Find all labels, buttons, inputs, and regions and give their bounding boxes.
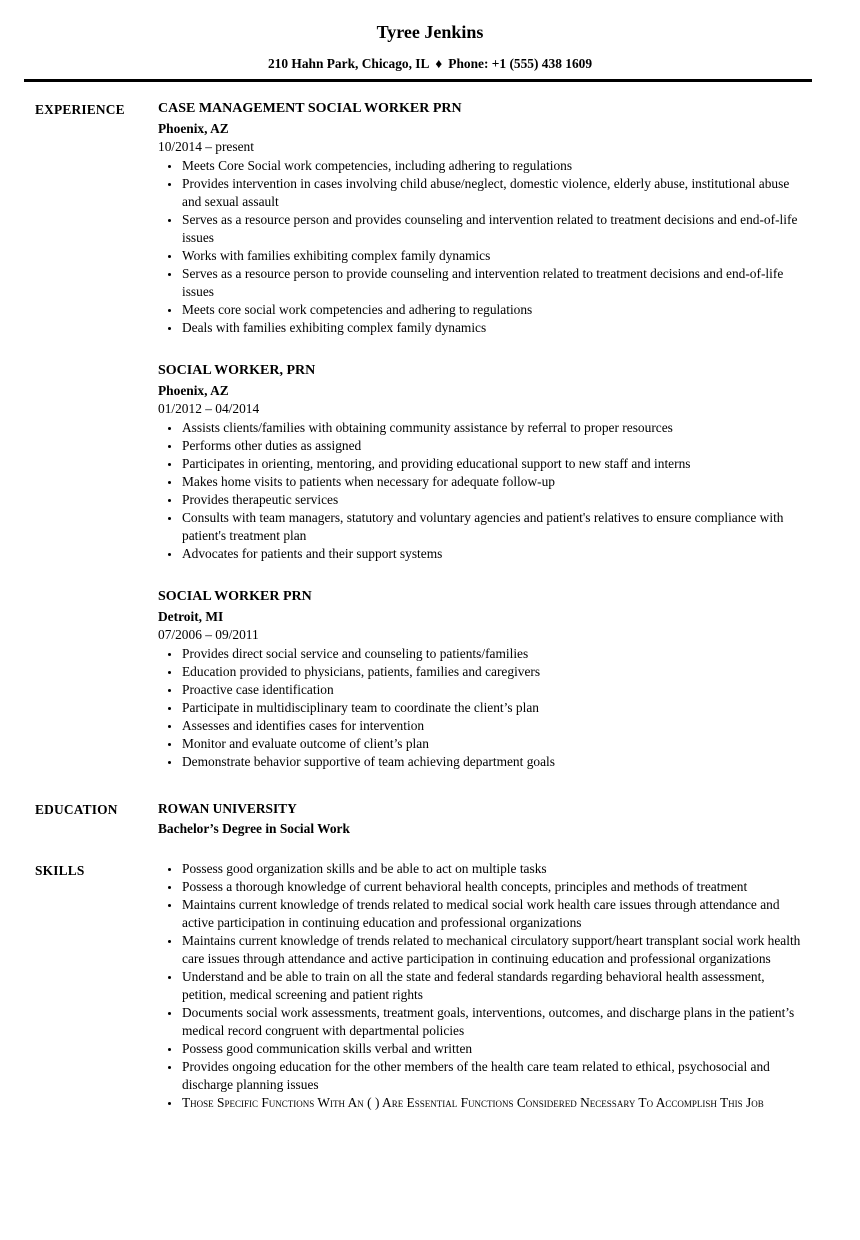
section-label-education: EDUCATION (35, 802, 118, 817)
skill-item: • Possess a thorough knowledge of current behavioral health concepts, principles and methods of treatment (181, 878, 810, 896)
job-title: SOCIAL WORKER, PRN (158, 363, 316, 378)
skill-item: • Documents social work assessments, treatment goals, interventions, outcomes, and discharge plans in the patient’s medical record congruent with departmental policies (181, 1004, 810, 1040)
job-title: SOCIAL WORKER PRN (158, 589, 312, 604)
skills-content (158, 860, 810, 1112)
skill-item: • Possess good organization skills and be able to act on multiple tasks (181, 860, 810, 878)
job-entry-1 (158, 99, 810, 337)
job-location: Phoenix, AZ (158, 121, 229, 136)
school-name: ROWAN UNIVERSITY (158, 801, 297, 816)
education-section (35, 799, 810, 839)
experience-content (158, 99, 810, 771)
bullet-item: • Assesses and identifies cases for intervention (181, 717, 810, 735)
header-divider (24, 79, 812, 82)
bullet-item: • Consults with team managers, statutory and voluntary agencies and patient's relatives to ensure compliance with patient's treatment plan (181, 509, 810, 545)
education-content (158, 799, 810, 839)
job-entry-3 (158, 587, 810, 771)
job-entry-2 (158, 361, 810, 563)
bullet-item: • Performs other duties as assigned (181, 437, 810, 455)
experience-section (35, 99, 810, 771)
skills-section (35, 860, 810, 1112)
bullet-item: • Provides therapeutic services (181, 491, 810, 509)
bullet-item: • Participates in orienting, mentoring, and providing educational support to new staff and interns (181, 455, 810, 473)
bullet-item: • Makes home visits to patients when necessary for adequate follow-up (181, 473, 810, 491)
job-bullet-list (158, 645, 810, 771)
contact-line (0, 55, 860, 72)
job-dates: 07/2006 – 09/2011 (158, 627, 259, 642)
section-label-skills: SKILLS (35, 863, 85, 878)
person-name: Tyree Jenkins (376, 22, 484, 42)
bullet-item: • Advocates for patients and their support systems (181, 545, 810, 563)
bullet-item: • Serves as a resource person to provide counseling and intervention related to treatment decisions and end-of-life issues (181, 265, 810, 301)
bullet-item: • Demonstrate behavior supportive of team achieving department goals (181, 753, 810, 771)
bullet-item: • Participate in multidisciplinary team to coordinate the client’s plan (181, 699, 810, 717)
bullet-item: • Proactive case identification (181, 681, 810, 699)
skill-item: • Possess good communication skills verbal and written (181, 1040, 810, 1058)
resume-header (0, 0, 860, 72)
bullet-item: • Meets Core Social work competencies, including adhering to regulations (181, 157, 810, 175)
bullet-item: • Deals with families exhibiting complex family dynamics (181, 319, 810, 337)
bullet-item: • Assists clients/families with obtaining community assistance by referral to proper resources (181, 419, 810, 437)
job-location: Detroit, MI (158, 609, 224, 624)
degree-name: Bachelor’s Degree in Social Work (158, 821, 350, 836)
bullet-item: • Works with families exhibiting complex family dynamics (181, 247, 810, 265)
skill-item: • Maintains current knowledge of trends related to medical social work health care issues through attendance and active participation in continuing education and professional organizations (181, 896, 810, 932)
bullet-item: • Monitor and evaluate outcome of client’s plan (181, 735, 810, 753)
skill-item-essential-functions: • Those Specific Functions With An ( ) Are Essential Functions Considered Necessary To Accomplish This Job (181, 1094, 810, 1112)
contact-phone: Phone: +1 (555) 438 1609 (448, 56, 593, 71)
skills-bullet-list (158, 860, 810, 1112)
diamond-separator-icon: ♦ (435, 56, 443, 71)
job-title: CASE MANAGEMENT SOCIAL WORKER PRN (158, 101, 462, 116)
bullet-item: • Provides intervention in cases involving child abuse/neglect, domestic violence, elderly abuse, institutional abuse and sexual assault (181, 175, 810, 211)
skill-item: • Maintains current knowledge of trends related to mechanical circulatory support/heart transplant social work health care issues through attendance and active participation in continuing education and professional organizations (181, 932, 810, 968)
job-bullet-list (158, 157, 810, 337)
bullet-item: • Meets core social work competencies and adhering to regulations (181, 301, 810, 319)
job-location: Phoenix, AZ (158, 383, 229, 398)
contact-address: 210 Hahn Park, Chicago, IL (267, 56, 430, 71)
skill-item: • Understand and be able to train on all the state and federal standards regarding behavioral health assessment, petition, medical screening and patient rights (181, 968, 810, 1004)
bullet-item: • Serves as a resource person and provides counseling and intervention related to treatment decisions and end-of-life issues (181, 211, 810, 247)
job-bullet-list (158, 419, 810, 563)
job-dates: 01/2012 – 04/2014 (158, 401, 260, 416)
bullet-item: • Education provided to physicians, patients, families and caregivers (181, 663, 810, 681)
section-label-experience: EXPERIENCE (35, 102, 125, 117)
job-dates: 10/2014 – present (158, 139, 254, 154)
resume-body (0, 99, 860, 1112)
bullet-item: • Provides direct social service and counseling to patients/families (181, 645, 810, 663)
skill-item: • Provides ongoing education for the other members of the health care team related to ethical, psychosocial and discharge planning issues (181, 1058, 810, 1094)
